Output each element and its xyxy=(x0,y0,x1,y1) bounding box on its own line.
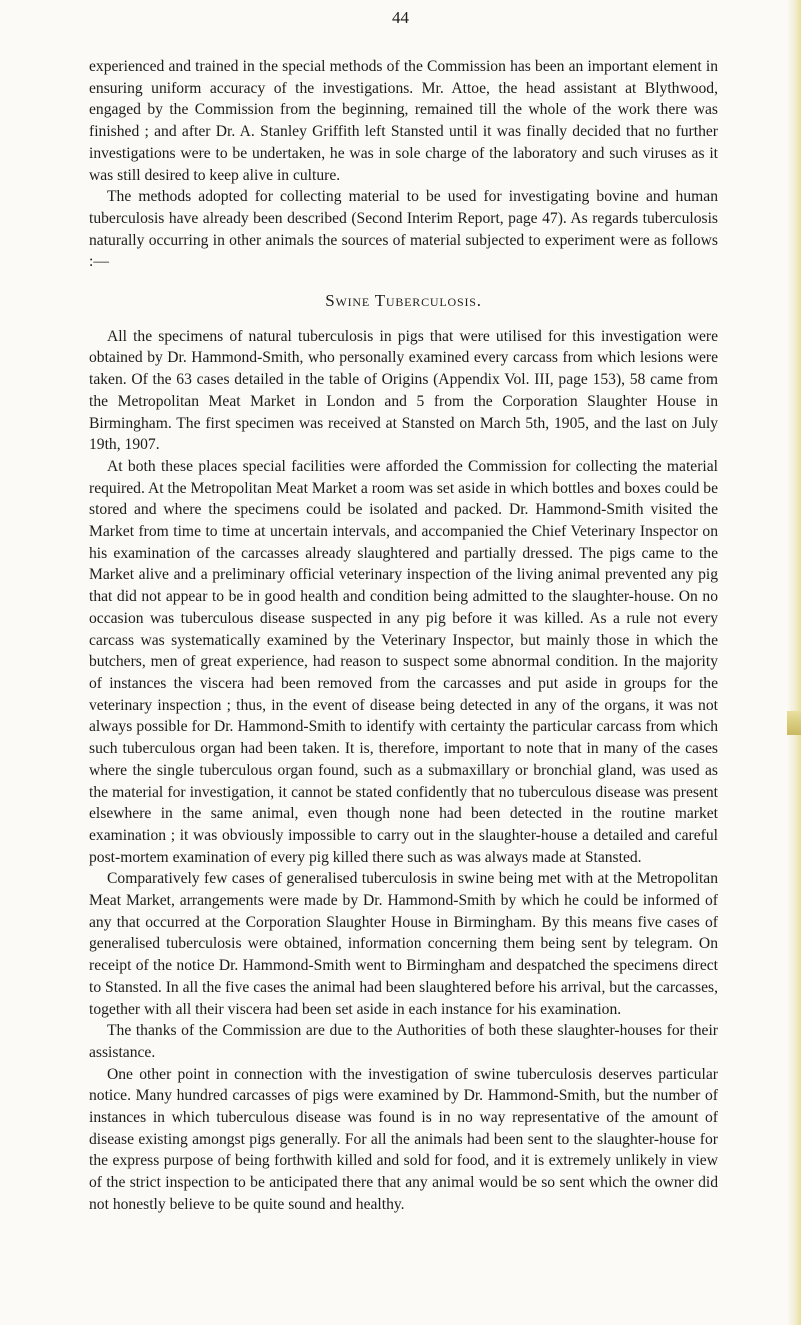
paragraph-generalised: Comparatively few cases of generalised tuberculosis in swine being met with at the Metropolitan Meat Market, arrangements were made by Dr. Hammond-Smith by which he could be informed of any that occurred at the Corporation Slaughter House in Birmingham. By this means five cases of generalised tuberculosis were obtained, information concerning them being sent by telegram. On receipt of the notice Dr. Hammond-Smith went to Birmingham and despatched the specimens direct to Stansted. In all the five cases the animal had been slaughtered before his arrival, but the carcasses, together with all their viscera had been set aside in each instance for his examination. xyxy=(89,870,718,1018)
body-text xyxy=(89,56,718,1216)
page-corner-mark xyxy=(787,711,801,735)
paragraph-other-point: One other point in connection with the investigation of swine tuberculosis deserves particular notice. Many hundred carcasses of pigs were examined by Dr. Hammond-Smith, but the number of instances in which tuberculous disease was found is in no way representative of the amount of disease existing amongst pigs generally. For all the animals had been sent to the slaughter-house for the express purpose of being forthwith killed and sold for food, and it is extremely unlikely in view of the strict inspection to be anticipated there that any animal would be so sent which the owner did not honestly believe to be quite sound and healthy. xyxy=(89,1065,718,1213)
paragraph-methods: The methods adopted for collecting material to be used for investigating bovine and human tuberculosis have already been described (Second Interim Report, page 47). As regards tuberculosis naturally occurring in other animals the sources of material subjected to experiment were as follows :— xyxy=(89,188,718,271)
section-heading: Swine Tuberculosis. xyxy=(325,291,482,311)
page-edge xyxy=(787,0,801,1325)
paragraph-specimens: All the specimens of natural tuberculosis in pigs that were utilised for this investigation were obtained by Dr. Hammond-Smith, who personally examined every carcass from which lesions were taken. Of the 63 cases detailed in the table of Origins (Appendix Vol. III, page 153), 58 came from the Metropolitan Meat Market in London and 5 from the Corporation Slaughter House in Birmingham. The first specimen was received at Stansted on March 5th, 1905, and the last on July 19th, 1907. xyxy=(89,327,718,454)
paragraph-continued: experienced and trained in the special methods of the Commission has been an important element in ensuring uniform accuracy of the investigations. Mr. Attoe, the head assistant at Blythwood, engaged by the Commission from the beginning, remained till the whole of the work there was finished ; and after Dr. A. Stanley Griffith left Stansted until it was finally decided that no further investigations were to be undertaken, he was in sole charge of the laboratory and such viruses as it was still desired to keep alive in culture. xyxy=(89,58,718,184)
page-number: 44 xyxy=(392,8,409,27)
paragraph-thanks: The thanks of the Commission are due to the Authorities of both these slaughter-houses for their assistance. xyxy=(89,1022,718,1061)
paragraph-facilities: At both these places special facilities were afforded the Commission for collecting the material required. At the Metropolitan Meat Market a room was set aside in which bottles and boxes could be stored and where the specimens could be isolated and packed. Dr. Hammond-Smith visited the Market from time to time at uncertain intervals, and accompanied the Chief Veterinary Inspector on his examination of the carcasses already slaughtered and partially dressed. The pigs came to the Market alive and a preliminary official veterinary inspection of the living animal prevented any pig that did not appear to be in good health and condition being admitted to the slaughter-house. On no occasion was tuberculous disease suspected in any pig before it was killed. As a rule not every carcass was systematically examined by the Veterinary Inspector, but mainly those in which the butchers, men of great experience, had reason to suspect some abnormal condition. In the majority of instances the viscera had been removed from the carcasses and put aside in groups for the veterinary inspection ; thus, in the event of disease being detected in any of the organs, it was not always possible for Dr. Hammond-Smith to identify with certainty the particular carcass from which such tuberculous organ had been taken. It is, therefore, important to note that in many of the cases where the single tuberculous organ found, such as a submaxillary or bronchial gland, was used as the material for investigation, it cannot be stated confidently that no tuberculous disease was present elsewhere in the same animal, even though none had been detected in the routine market examination ; it was obviously impossible to carry out in the slaughter-house a detailed and careful post-mortem examination of every pig killed there such as was always made at Stansted. xyxy=(89,457,718,866)
